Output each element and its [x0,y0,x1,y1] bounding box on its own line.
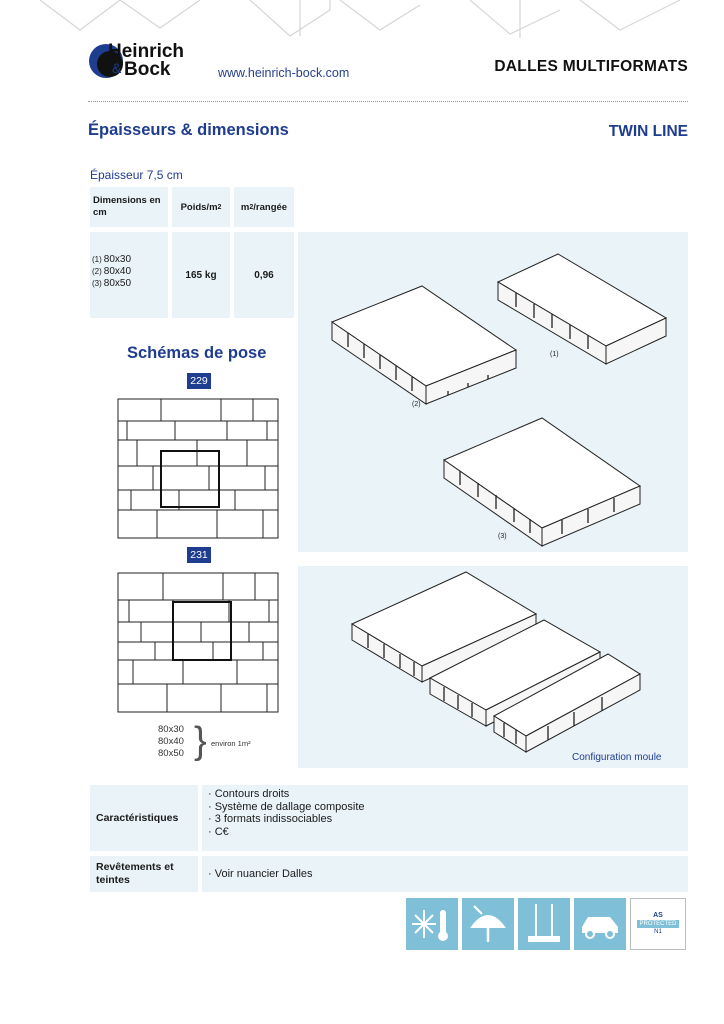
section-title: Épaisseurs & dimensions [88,121,289,139]
slab-label-1: (1) [550,351,559,358]
dimension-row-3: (3) 80x50 [92,278,132,289]
product-name: TWIN LINE [608,123,688,140]
per-row-value: 0,96 [234,232,294,318]
mould-configuration-label: Configuration moule [572,752,662,763]
logo-text-line1: Heinrich [108,41,185,62]
mould-configuration-drawing [298,566,688,768]
ce-mark: · C€ [208,825,229,838]
frost-resistant-icon [406,898,458,950]
legend-note: environ 1m² [211,739,251,748]
slab-label-2: (2) [412,401,421,408]
layout-pattern-231 [117,572,279,713]
easy-cleaning-icon [518,898,570,950]
legend-sizes: 80x30 80x40 80x50 [158,724,184,759]
layout-pattern-229 [117,398,279,539]
dimension-row-1: (1) 80x30 [92,254,132,265]
header-divider [88,101,688,102]
characteristics-list [202,785,688,851]
feature-item: · 3 formats indissociables [208,813,333,825]
header-weight: Poids/m 2 [172,187,230,227]
slab-isometric-drawings [298,232,688,552]
weight-value: 165 kg [172,232,230,318]
header-dimensions: Dimensions en cm [90,187,168,227]
finishes-value: · Voir nuancier Dalles [202,856,688,892]
legend-brace: } [194,720,207,762]
company-logo [88,40,216,82]
logo-text-line2: Bock [124,59,171,80]
finishes-label: Revêtements et teintes [90,856,198,892]
website-url[interactable]: www.heinrich-bock.com [218,66,350,80]
thickness-label: Épaisseur 7,5 cm [90,168,183,182]
pattern-badge-229: 229 [187,373,211,389]
dimensions-cell [90,232,168,318]
feature-item: · Contours droits [208,788,290,800]
weather-resistant-icon [462,898,514,950]
characteristics-label: Caractéristiques [90,785,198,851]
pattern-badge-231: 231 [187,547,211,563]
layout-schemas-title: Schémas de pose [127,344,267,362]
feature-item: · Système de dallage composite [208,800,365,813]
car-traffic-icon [574,898,626,950]
background-decoration [0,0,724,40]
document-title: DALLES MULTIFORMATS [494,58,688,75]
header-per-row: m 2 /rangée [234,187,294,227]
as-protected-icon: AS PROTECTED N1 [630,898,686,950]
slab-label-3: (3) [498,533,507,540]
dimension-row-2: (2) 80x40 [92,266,132,277]
logo-ampersand: & [112,60,122,76]
